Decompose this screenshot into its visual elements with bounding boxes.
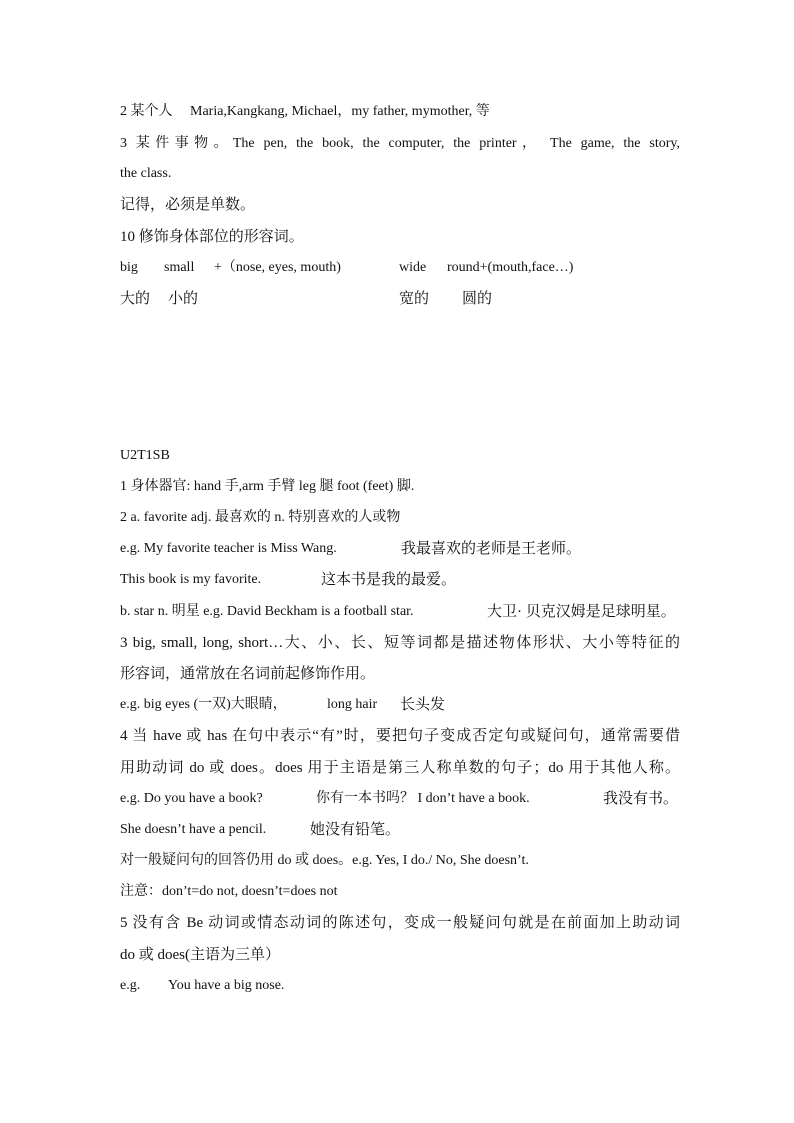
adj-big: big [120, 260, 138, 275]
text-line-contractions-note: 注意：don’t=do not, doesn’t=does not [120, 884, 338, 899]
star-definition-cn: 大卫· 贝克汉姆是足球明星。 [487, 604, 676, 620]
text-line-body-organs: 1 身体器官: hand 手,arm 手臂 leg 腿 foot (feet) 脚. [120, 479, 415, 494]
text-line-remember-singular: 记得，必须是单数。 [120, 197, 256, 213]
text-line-short-answer: 对一般疑问句的回答仍用 do 或 does。e.g. Yes, I do./ No, She doesn’t. [120, 853, 529, 868]
example-pencil-en: She doesn’t have a pencil. [120, 822, 267, 837]
adj-small: small [164, 260, 195, 275]
example-question-answer: 你有一本书吗？ I don’t have a book. [316, 791, 530, 806]
text-line-do-does-third-person: do 或 does(主语为三单） [120, 947, 280, 963]
example-eg-label: e.g. [120, 978, 141, 993]
example-do-you-have: e.g. Do you have a book? [120, 791, 263, 806]
cn-round: 圆的 [462, 291, 493, 307]
text-line-body-adjectives: 10 修饰身体部位的形容词。 [120, 229, 304, 245]
text-line-shape-adjectives: 3 big, small, long, short…大、小、长、短等词都是描述物体形状、大小等特征的 [120, 635, 680, 651]
example-pencil-cn: 她没有铅笔。 [310, 822, 401, 838]
text-line-do-does-rule: 用助动词 do 或 does。does 用于主语是第三人称单数的句子；do 用于其他人称。 [120, 760, 680, 776]
cn-wide: 宽的 [399, 291, 430, 307]
text-line-question-formation: 5 没有含 Be 动词或情态动词的陈述句，变成一般疑问句就是在前面加上助动词 [120, 915, 680, 931]
example-favorite-teacher-cn: 我最喜欢的老师是王老师。 [401, 541, 582, 557]
section-heading-u2t1sb: U2T1SB [120, 448, 170, 463]
adj-round: round+(mouth,face…) [447, 260, 574, 275]
example-no-book-cn: 我没有书。 [603, 791, 679, 807]
cn-big: 大的 [120, 291, 151, 307]
star-definition-en: b. star n. 明星 e.g. David Beckham is a football star. [120, 604, 414, 619]
example-favorite-teacher-en: e.g. My favorite teacher is Miss Wang. [120, 541, 337, 556]
adj-wide: wide [399, 260, 427, 275]
text-line-have-has-rule: 4 当 have 或 has 在句中表示“有”时，要把句子变成否定句或疑问句，通常需要借 [120, 728, 680, 744]
example-long-hair-en: long hair [327, 697, 378, 712]
example-big-nose-text: You have a big nose. [168, 978, 285, 993]
text-line-adjective-usage: 形容词，通常放在名词前起修饰作用。 [120, 666, 376, 682]
example-favorite-book-cn: 这本书是我的最爱。 [321, 572, 457, 588]
example-long-hair-cn: 长头发 [400, 697, 446, 713]
text-line-favorite: 2 a. favorite adj. 最喜欢的 n. 特别喜欢的人或物 [120, 510, 401, 525]
example-favorite-book-en: This book is my favorite. [120, 572, 262, 587]
adj-plus-nose-eyes-mouth: +（nose, eyes, mouth) [214, 260, 341, 275]
text-line-some-thing: 3 某件事物。The pen, the book, the computer, the printer， The game, the story, [120, 136, 680, 151]
cn-small: 小的 [168, 291, 199, 307]
text-line-some-person: 2 某个人 Maria,Kangkang, Michael，my father, mymother, 等 [120, 104, 490, 119]
example-big-eyes-text: e.g. big eyes (一双)大眼睛， [120, 697, 287, 712]
text-line-the-class: the class. [120, 166, 172, 181]
